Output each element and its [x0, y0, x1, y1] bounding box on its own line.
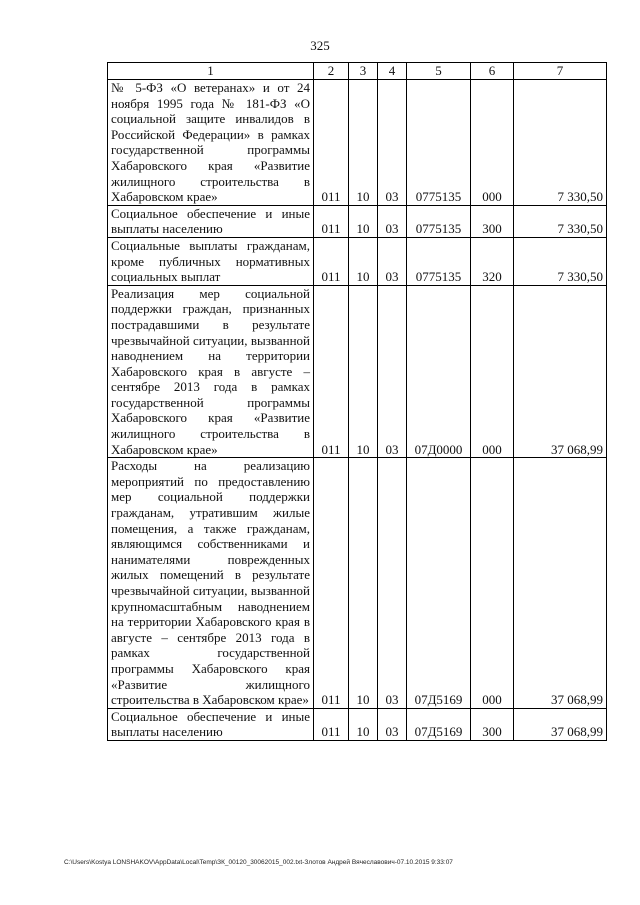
- header-col-2: 2: [314, 63, 349, 80]
- page-number: 325: [310, 38, 330, 53]
- table-header-row: [108, 63, 607, 80]
- row-pr-code: 03: [378, 205, 407, 237]
- table-row: [108, 708, 607, 740]
- row-pr-code: 03: [378, 458, 407, 709]
- row-csr-code: 0775135: [407, 237, 471, 285]
- header-col-1: 1: [108, 63, 314, 80]
- row-description: Расходы на реализацию мероприятий по предоставлению мер социальной поддержки гражданам, утратившим жилые помещения, а также гражданам, являющимся собственниками и нанимателями поврежденных жилых помещений в результате чрезвычайной ситуации, вызванной крупномасштабным наводнением на территории Хабаровского края в августе – сентябре 2013 года в рамках государственной программы Хабаровского края «Развитие жилищного строительства в Хабаровском крае»: [108, 458, 314, 709]
- row-description: Социальное обеспечение и иные выплаты населению: [108, 708, 314, 740]
- row-amount: 37 068,99: [514, 708, 607, 740]
- row-rz-code: 10: [349, 708, 378, 740]
- row-rz-code: 10: [349, 205, 378, 237]
- row-amount: 7 330,50: [514, 80, 607, 206]
- row-csr-code: 0775135: [407, 205, 471, 237]
- row-vr-code: 000: [471, 285, 514, 458]
- row-gr-code: 011: [314, 80, 349, 206]
- row-gr-code: 011: [314, 708, 349, 740]
- row-pr-code: 03: [378, 237, 407, 285]
- row-csr-code: 07Д5169: [407, 708, 471, 740]
- file-path-footer: C:\Users\Kostya LONSHAKOV\AppData\Local\Temp\ЗК_00120_30062015_002.txt-Злотов Андрей Вячеславович-07.10.2015 9:33:07: [64, 859, 453, 866]
- table-row: [108, 237, 607, 285]
- row-rz-code: 10: [349, 237, 378, 285]
- row-vr-code: 320: [471, 237, 514, 285]
- budget-table: [107, 62, 607, 741]
- row-description: № 5-ФЗ «О ветеранах» и от 24 ноября 1995 года № 181-ФЗ «О социальной защите инвалидов в Российской Федерации» в рамках государственной программы Хабаровского края «Развитие жилищного строительства в Хабаровском крае»: [108, 80, 314, 206]
- row-pr-code: 03: [378, 708, 407, 740]
- row-csr-code: 07Д0000: [407, 285, 471, 458]
- row-vr-code: 000: [471, 80, 514, 206]
- table-row: [108, 458, 607, 709]
- row-vr-code: 000: [471, 458, 514, 709]
- row-description: Социальные выплаты гражданам, кроме публичных нормативных социальных выплат: [108, 237, 314, 285]
- header-col-7: 7: [514, 63, 607, 80]
- row-pr-code: 03: [378, 80, 407, 206]
- row-description: Реализация мер социальной поддержки граждан, признанных пострадавшими в результате чрезвычайной ситуации, вызванной наводнением на территории Хабаровского края в августе – сентябре 2013 года в рамках государственной программы Хабаровского края «Развитие жилищного строительства в Хабаровском крае»: [108, 285, 314, 458]
- row-amount: 7 330,50: [514, 237, 607, 285]
- row-csr-code: 0775135: [407, 80, 471, 206]
- row-vr-code: 300: [471, 708, 514, 740]
- header-col-6: 6: [471, 63, 514, 80]
- row-vr-code: 300: [471, 205, 514, 237]
- header-col-3: 3: [349, 63, 378, 80]
- table-row: [108, 285, 607, 458]
- table-row: [108, 80, 607, 206]
- row-csr-code: 07Д5169: [407, 458, 471, 709]
- header-col-5: 5: [407, 63, 471, 80]
- row-description: Социальное обеспечение и иные выплаты населению: [108, 205, 314, 237]
- row-pr-code: 03: [378, 285, 407, 458]
- row-amount: 7 330,50: [514, 205, 607, 237]
- row-gr-code: 011: [314, 205, 349, 237]
- row-amount: 37 068,99: [514, 458, 607, 709]
- row-gr-code: 011: [314, 237, 349, 285]
- header-col-4: 4: [378, 63, 407, 80]
- row-rz-code: 10: [349, 285, 378, 458]
- row-amount: 37 068,99: [514, 285, 607, 458]
- row-gr-code: 011: [314, 458, 349, 709]
- table-row: [108, 205, 607, 237]
- row-rz-code: 10: [349, 80, 378, 206]
- row-rz-code: 10: [349, 458, 378, 709]
- row-gr-code: 011: [314, 285, 349, 458]
